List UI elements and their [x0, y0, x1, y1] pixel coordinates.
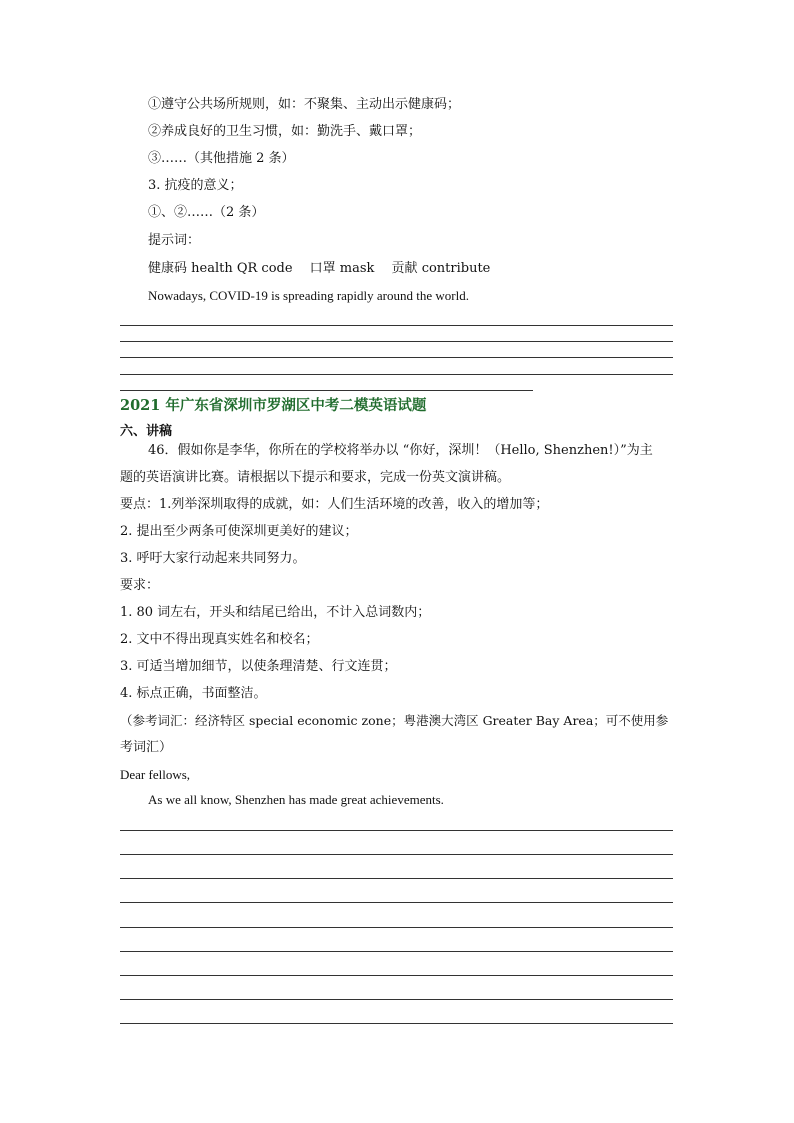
answer-line — [120, 902, 673, 903]
question-line-2: 题的英语演讲比赛。请根据以下提示和要求，完成一份英文演讲稿。 — [120, 470, 511, 485]
answer-line — [120, 975, 673, 976]
point-3-items: ①、②……（2 条） — [148, 205, 265, 220]
salutation: Dear fellows, — [120, 767, 191, 782]
answer-line — [120, 927, 673, 928]
hint-label: 提示词： — [148, 233, 201, 248]
question-line-1: 46．假如你是李华，你所在的学校将举办以 “你好，深圳！（Hello, Shenzhen!）”为主 — [148, 443, 653, 458]
key-point-3: 3. 呼吁大家行动起来共同努力。 — [120, 551, 306, 566]
measure-item-2: ②养成良好的卫生习惯，如：勤洗手、戴口罩； — [148, 124, 422, 139]
answer-line — [120, 390, 533, 391]
requirement-3: 3. 可适当增加细节，以使条理清楚、行文连贯； — [120, 659, 397, 674]
vocabulary-line-1: （参考词汇：经济特区 special economic zone；粤港澳大湾区 Greater Bay Area；可不使用参 — [120, 713, 669, 728]
hint-words: 健康码 health QR code 口罩 mask 贡献 contribute — [148, 261, 491, 276]
key-point-1: 要点：1.列举深圳取得的成就，如：人们生活环境的改善，收入的增加等； — [120, 497, 549, 512]
answer-line — [120, 999, 673, 1000]
answer-line — [120, 325, 673, 326]
answer-line — [120, 878, 673, 879]
requirements-label: 要求： — [120, 578, 160, 593]
section-heading: 六、讲稿 — [120, 424, 173, 439]
requirement-1: 1. 80 词左右，开头和结尾已给出，不计入总词数内； — [120, 605, 431, 620]
answer-line — [120, 341, 673, 342]
answer-line — [120, 357, 673, 358]
essay-opening: Nowadays, COVID-19 is spreading rapidly around the world. — [148, 288, 469, 303]
answer-line — [120, 854, 673, 855]
answer-line — [120, 1023, 673, 1024]
speech-opening: As we all know, Shenzhen has made great achievements. — [148, 792, 444, 807]
exam-title: 2021 年广东省深圳市罗湖区中考二模英语试题 — [120, 397, 427, 414]
answer-line — [120, 951, 673, 952]
measure-item-3: ③……（其他措施 2 条） — [148, 151, 295, 166]
key-point-2: 2. 提出至少两条可使深圳更美好的建议； — [120, 524, 358, 539]
point-3: 3. 抗疫的意义； — [148, 178, 243, 193]
requirement-2: 2. 文中不得出现真实姓名和校名； — [120, 632, 319, 647]
answer-line — [120, 830, 673, 831]
requirement-4: 4. 标点正确，书面整洁。 — [120, 686, 267, 701]
measure-item-1: ①遵守公共场所规则，如：不聚集、主动出示健康码； — [148, 97, 461, 112]
answer-line — [120, 374, 673, 375]
vocabulary-line-2: 考词汇） — [120, 740, 173, 755]
